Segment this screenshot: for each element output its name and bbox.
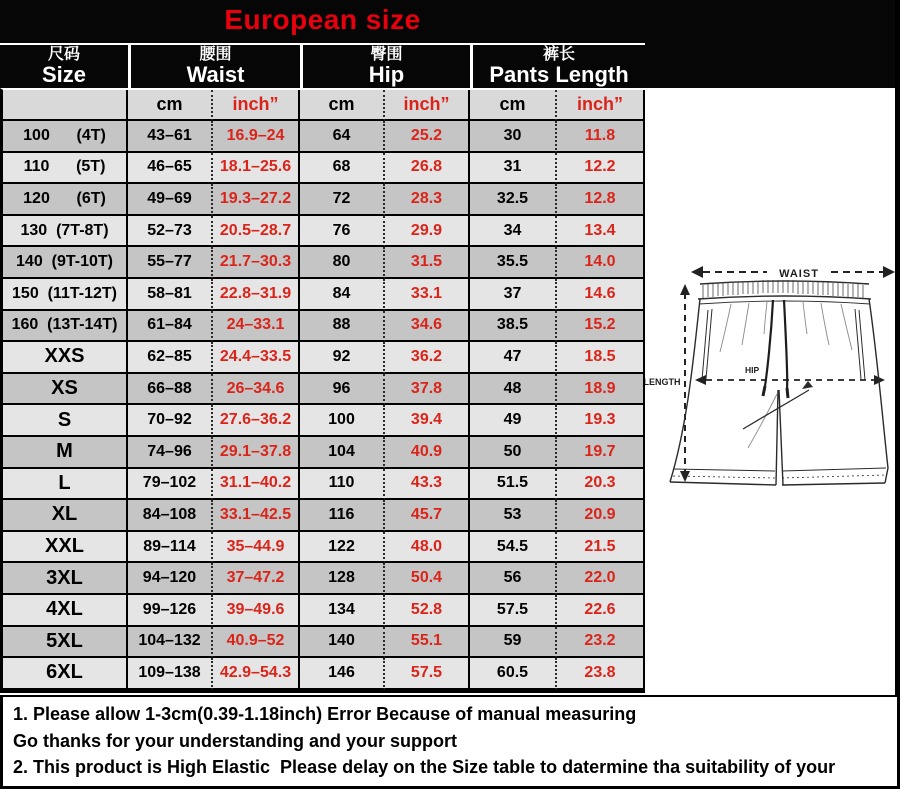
waist-inch-cell: 24.4–33.5 [213,342,300,374]
hip-cm-cell: 100 [300,405,385,437]
size-cell: S [3,405,128,437]
hip-inch-cell: 37.8 [385,374,470,406]
length-cm-cell: 31 [470,153,557,185]
size-cell: 130 (7T-8T) [3,216,128,248]
hip-inch-cell: 26.8 [385,153,470,185]
size-cell: 4XL [3,595,128,627]
waist-inch-cell: 18.1–25.6 [213,153,300,185]
header-size-en: Size [41,62,87,88]
hip-cm-cell: 68 [300,153,385,185]
waist-inch-cell: 26–34.6 [213,374,300,406]
hip-cm-cell: 110 [300,469,385,501]
waist-cm-cell: 66–88 [128,374,213,406]
length-cm-cell: 32.5 [470,184,557,216]
hip-cm-cell: 122 [300,532,385,564]
hip-cm-cell: 96 [300,374,385,406]
length-inch-cell: 20.9 [557,500,645,532]
hip-cm-cell: 128 [300,563,385,595]
waist-inch-cell: 31.1–40.2 [213,469,300,501]
hip-cm-unit: cm [300,90,385,121]
hip-cm-cell: 146 [300,658,385,690]
waist-cm-cell: 55–77 [128,247,213,279]
hip-cm-cell: 88 [300,311,385,343]
table-row [3,627,645,659]
footer-notes [0,695,900,789]
note-2: Go thanks for your understanding and your support [13,730,458,751]
header-waist [128,45,300,88]
hip-cm-cell: 64 [300,121,385,153]
hip-cm-cell: 104 [300,437,385,469]
waist-label: WAIST [779,268,819,280]
length-cm-cell: 59 [470,627,557,659]
length-cm-unit: cm [470,90,557,121]
header-hip [300,45,470,88]
header-size [0,45,128,88]
length-cm-cell: 35.5 [470,247,557,279]
table-row [3,500,645,532]
drawstring-tip [802,381,813,389]
drawstrings [763,300,788,398]
hip-label: HIP [745,365,760,375]
hip-inch-cell: 28.3 [385,184,470,216]
hip-inch-cell: 57.5 [385,658,470,690]
hip-inch-cell: 31.5 [385,247,470,279]
unit-header-row [3,90,645,121]
size-cell: 5XL [3,627,128,659]
header-pants-length-zh: 裤长 [542,45,575,63]
hip-cm-cell: 72 [300,184,385,216]
hip-inch-cell: 43.3 [385,469,470,501]
header-hip-zh: 臀围 [370,45,403,63]
hip-inch-cell: 55.1 [385,627,470,659]
waist-inch-cell: 27.6–36.2 [213,405,300,437]
waist-inch-cell: 39–49.6 [213,595,300,627]
waist-cm-cell: 79–102 [128,469,213,501]
hip-inch-cell: 39.4 [385,405,470,437]
waist-inch-cell: 40.9–52 [213,627,300,659]
size-cell: M [3,437,128,469]
table-row [3,437,645,469]
hip-inch-cell: 40.9 [385,437,470,469]
waist-cm-cell: 43–61 [128,121,213,153]
hip-inch-cell: 29.9 [385,216,470,248]
hip-cm-cell: 116 [300,500,385,532]
length-inch-cell: 18.9 [557,374,645,406]
table-row [3,532,645,564]
header-pants-length [470,45,645,88]
hip-inch-cell: 48.0 [385,532,470,564]
table-row [3,184,645,216]
length-inch-cell: 15.2 [557,311,645,343]
size-cell: 6XL [3,658,128,690]
length-cm-cell: 38.5 [470,311,557,343]
right-edge-border [895,0,900,789]
table-row [3,563,645,595]
size-cell: 120 (6T) [3,184,128,216]
unit-empty-cell [3,90,128,121]
length-inch-cell: 18.5 [557,342,645,374]
hip-inch-unit: inch” [385,90,470,121]
waist-cm-cell: 61–84 [128,311,213,343]
length-inch-cell: 14.6 [557,279,645,311]
header-waist-en: Waist [186,62,245,88]
length-cm-cell: 34 [470,216,557,248]
hip-inch-cell: 45.7 [385,500,470,532]
waist-inch-cell: 42.9–54.3 [213,658,300,690]
size-cell: XXL [3,532,128,564]
size-cell: L [3,469,128,501]
table-body [3,121,645,690]
waist-cm-unit: cm [128,90,213,121]
hip-cm-cell: 76 [300,216,385,248]
waist-arrow-right-head [883,266,895,278]
waist-cm-cell: 62–85 [128,342,213,374]
length-cm-cell: 37 [470,279,557,311]
size-cell: XXS [3,342,128,374]
size-cell: 110 (5T) [3,153,128,185]
waist-cm-cell: 99–126 [128,595,213,627]
length-inch-unit: inch” [557,90,645,121]
waist-cm-cell: 46–65 [128,153,213,185]
waist-inch-cell: 35–44.9 [213,532,300,564]
size-table [0,88,645,693]
waist-cm-cell: 89–114 [128,532,213,564]
waist-inch-cell: 37–47.2 [213,563,300,595]
waist-inch-cell: 16.9–24 [213,121,300,153]
length-inch-cell: 13.4 [557,216,645,248]
waist-cm-cell: 49–69 [128,184,213,216]
table-row [3,311,645,343]
length-inch-cell: 23.8 [557,658,645,690]
length-cm-cell: 60.5 [470,658,557,690]
hip-inch-cell: 36.2 [385,342,470,374]
waist-cm-cell: 94–120 [128,563,213,595]
size-cell: 150 (11T-12T) [3,279,128,311]
table-row [3,342,645,374]
waist-inch-cell: 22.8–31.9 [213,279,300,311]
waist-cm-cell: 70–92 [128,405,213,437]
waist-cm-cell: 52–73 [128,216,213,248]
length-inch-cell: 14.0 [557,247,645,279]
note-3: 2. This product is High Elastic Please delay on the Size table to datermine tha suitability of your [13,757,836,778]
hip-inch-cell: 25.2 [385,121,470,153]
table-row [3,216,645,248]
waist-cm-cell: 104–132 [128,627,213,659]
length-cm-cell: 47 [470,342,557,374]
length-arrow-top-head [680,284,690,295]
page-title: European size [224,4,421,35]
waist-inch-cell: 33.1–42.5 [213,500,300,532]
table-row [3,469,645,501]
table-row [3,405,645,437]
size-cell: XL [3,500,128,532]
length-label: LENGTH [645,377,681,387]
waist-cm-cell: 74–96 [128,437,213,469]
waist-inch-unit: inch” [213,90,300,121]
header-pants-length-en: Pants Length [489,62,629,88]
size-cell: XS [3,374,128,406]
waist-inch-cell: 19.3–27.2 [213,184,300,216]
length-inch-cell: 20.3 [557,469,645,501]
length-inch-cell: 23.2 [557,627,645,659]
table-row [3,121,645,153]
length-cm-cell: 51.5 [470,469,557,501]
length-cm-cell: 49 [470,405,557,437]
header-waist-zh: 腰围 [199,45,232,63]
length-cm-cell: 30 [470,121,557,153]
hip-inch-cell: 50.4 [385,563,470,595]
waist-inch-cell: 20.5–28.7 [213,216,300,248]
shorts-measurement-diagram [645,88,895,695]
hip-inch-cell: 34.6 [385,311,470,343]
table-row [3,658,645,690]
length-cm-cell: 56 [470,563,557,595]
table-row [3,595,645,627]
size-cell: 140 (9T-10T) [3,247,128,279]
header-size-zh: 尺码 [47,45,80,63]
hip-cm-cell: 80 [300,247,385,279]
waist-inch-cell: 29.1–37.8 [213,437,300,469]
length-cm-cell: 50 [470,437,557,469]
header-hip-en: Hip [368,62,405,88]
hip-cm-cell: 140 [300,627,385,659]
length-cm-cell: 57.5 [470,595,557,627]
table-row [3,153,645,185]
length-inch-cell: 12.2 [557,153,645,185]
size-cell: 3XL [3,563,128,595]
hip-arrow-left-head [695,375,706,385]
note-1: 1. Please allow 1-3cm(0.39-1.18inch) Error Because of manual measuring [13,704,637,725]
length-inch-cell: 19.3 [557,405,645,437]
table-row [3,279,645,311]
size-cell: 100 (4T) [3,121,128,153]
hip-cm-cell: 134 [300,595,385,627]
hip-cm-cell: 84 [300,279,385,311]
length-inch-cell: 19.7 [557,437,645,469]
length-inch-cell: 11.8 [557,121,645,153]
size-cell: 160 (13T-14T) [3,311,128,343]
waist-arrow-left-head [691,266,703,278]
waist-cm-cell: 109–138 [128,658,213,690]
diagram-panel [645,88,895,695]
waist-cm-cell: 58–81 [128,279,213,311]
waist-inch-cell: 24–33.1 [213,311,300,343]
length-inch-cell: 21.5 [557,532,645,564]
length-cm-cell: 48 [470,374,557,406]
waist-inch-cell: 21.7–30.3 [213,247,300,279]
length-cm-cell: 54.5 [470,532,557,564]
length-inch-cell: 22.6 [557,595,645,627]
waist-cm-cell: 84–108 [128,500,213,532]
column-header-row [0,45,645,88]
header-band [0,0,900,88]
length-inch-cell: 12.8 [557,184,645,216]
length-inch-cell: 22.0 [557,563,645,595]
table-row [3,247,645,279]
table-row [3,374,645,406]
length-cm-cell: 53 [470,500,557,532]
hip-cm-cell: 92 [300,342,385,374]
hip-inch-cell: 52.8 [385,595,470,627]
hip-inch-cell: 33.1 [385,279,470,311]
